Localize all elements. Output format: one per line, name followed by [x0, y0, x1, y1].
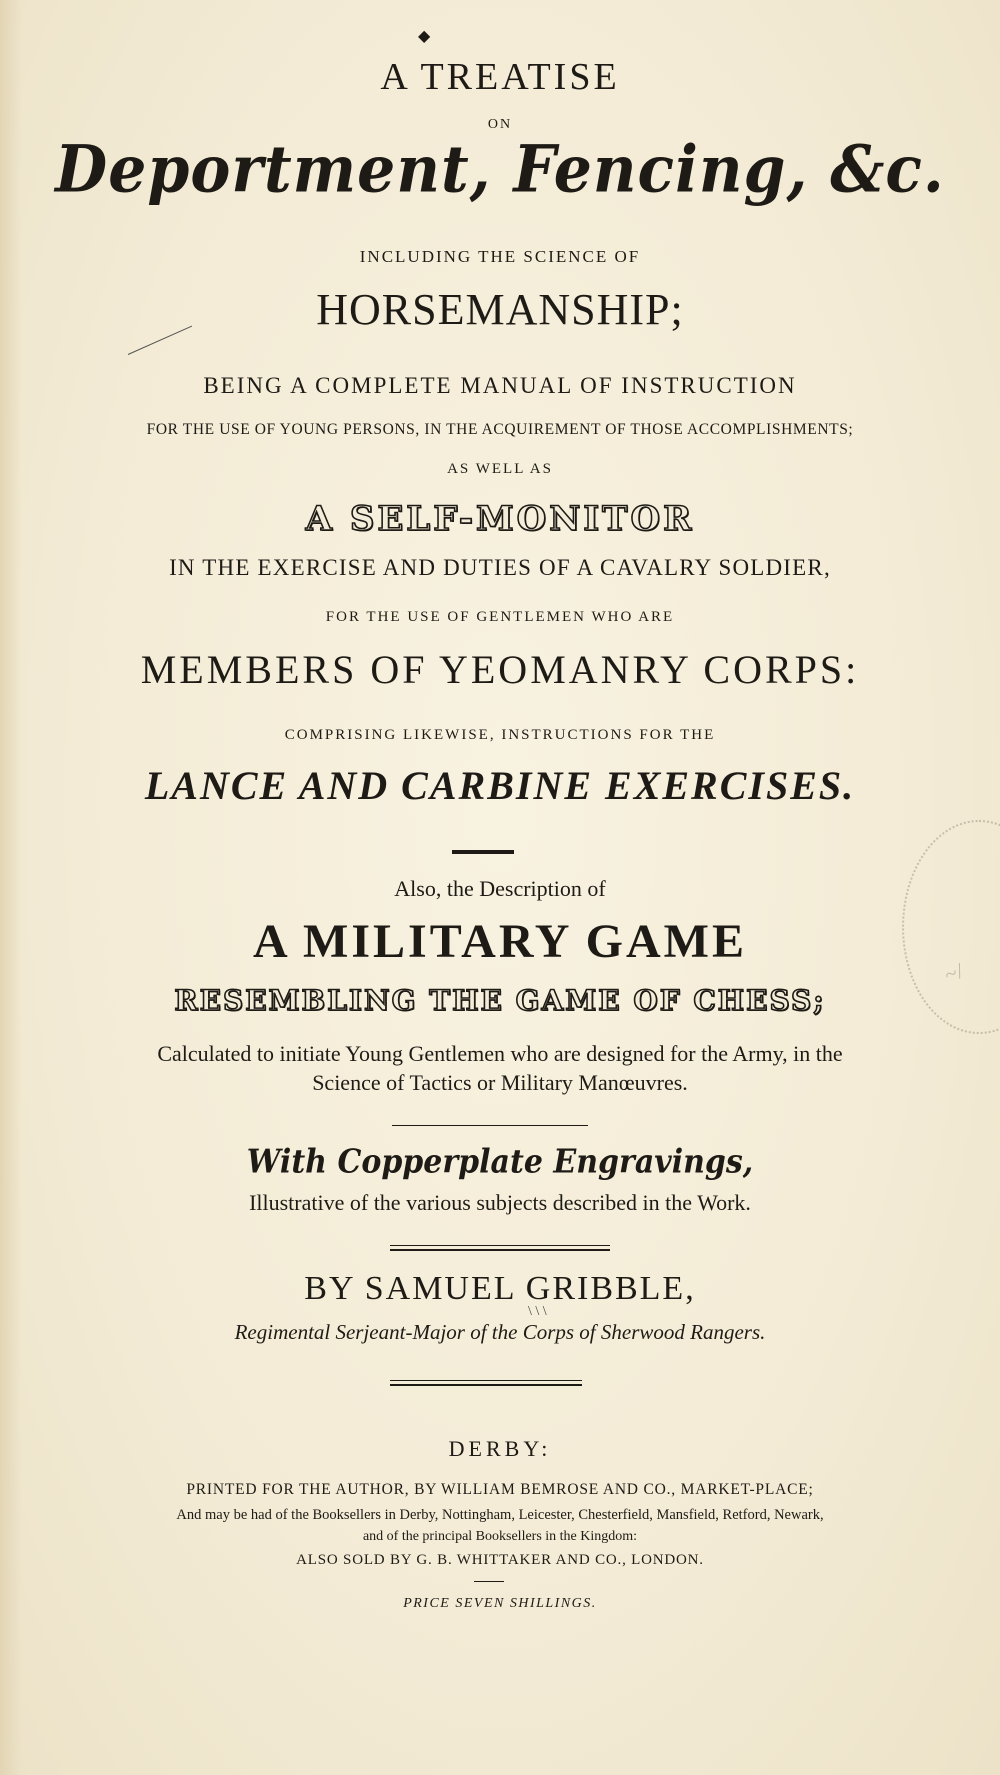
divider-4 [390, 1380, 582, 1386]
main-title-blackletter: Deportment, Fencing, &c. [55, 132, 945, 208]
including-line: INCLUDING THE SCIENCE OF [359, 247, 641, 266]
also-description-line: Also, the Description of [394, 876, 606, 901]
place-line: DERBY: [448, 1436, 552, 1461]
printer-mark: ◆ [418, 28, 431, 45]
science-line: Science of Tactics or Military Manœuvres. [312, 1070, 688, 1095]
yeomanry-heading: MEMBERS OF YEOMANRY CORPS: [140, 647, 860, 692]
horsemanship-heading: HORSEMANSHIP; [316, 285, 684, 334]
stamp-marks: ~/ [941, 957, 967, 988]
as-well-as-line: AS WELL AS [447, 461, 553, 477]
imprint-line-3: and of the principal Booksellers in the Kingdom: [362, 1529, 638, 1544]
manual-line: BEING A COMPLETE MANUAL OF INSTRUCTION [203, 373, 797, 398]
imprint-line-2: And may be had of the Booksellers in Derby, Nottingham, Leicester, Chesterfield, Mansfield, Retford, Newark, [176, 1507, 824, 1523]
price-line: PRICE SEVEN SHILLINGS. [403, 1596, 597, 1611]
calculated-line: Calculated to initiate Young Gentlemen who are designed for the Army, in the [157, 1041, 843, 1066]
engravings-heading: With Copperplate Engravings, [246, 1143, 754, 1182]
author-title-line: Regimental Serjeant-Major of the Corps of Sherwood Rangers. [234, 1320, 766, 1344]
pencil-ticks: \ \ \ [528, 1304, 547, 1319]
young-persons-line: FOR THE USE OF YOUNG PERSONS, IN THE ACQUIREMENT OF THOSE ACCOMPLISHMENTS; [146, 421, 854, 438]
divider-2 [392, 1125, 588, 1126]
author-line: BY SAMUEL GRIBBLE, [304, 1270, 696, 1307]
imprint-line-4: ALSO SOLD BY G. B. WHITTAKER AND CO., LONDON. [296, 1552, 704, 1568]
comprising-line: COMPRISING LIKEWISE, INSTRUCTIONS FOR THE [284, 727, 716, 743]
self-monitor-heading: A SELF-MONITOR [305, 499, 695, 539]
lance-carbine-heading: LANCE AND CARBINE EXERCISES. [144, 763, 856, 808]
divider-5 [474, 1581, 504, 1582]
imprint-line-1: PRINTED FOR THE AUTHOR, BY WILLIAM BEMROSE AND CO., MARKET-PLACE; [186, 1481, 814, 1498]
divider-1 [452, 850, 514, 854]
military-game-heading: A MILITARY GAME [253, 915, 747, 968]
chess-heading: RESEMBLING THE GAME OF CHESS; [174, 984, 826, 1017]
treatise-heading: A TREATISE [380, 56, 620, 98]
on-line: ON [487, 117, 513, 132]
cavalry-line: IN THE EXERCISE AND DUTIES OF A CAVALRY SOLDIER, [169, 555, 831, 580]
divider-3 [390, 1245, 610, 1251]
illustrative-line: Illustrative of the various subjects described in the Work. [249, 1190, 751, 1215]
gentlemen-line: FOR THE USE OF GENTLEMEN WHO ARE [325, 609, 675, 625]
